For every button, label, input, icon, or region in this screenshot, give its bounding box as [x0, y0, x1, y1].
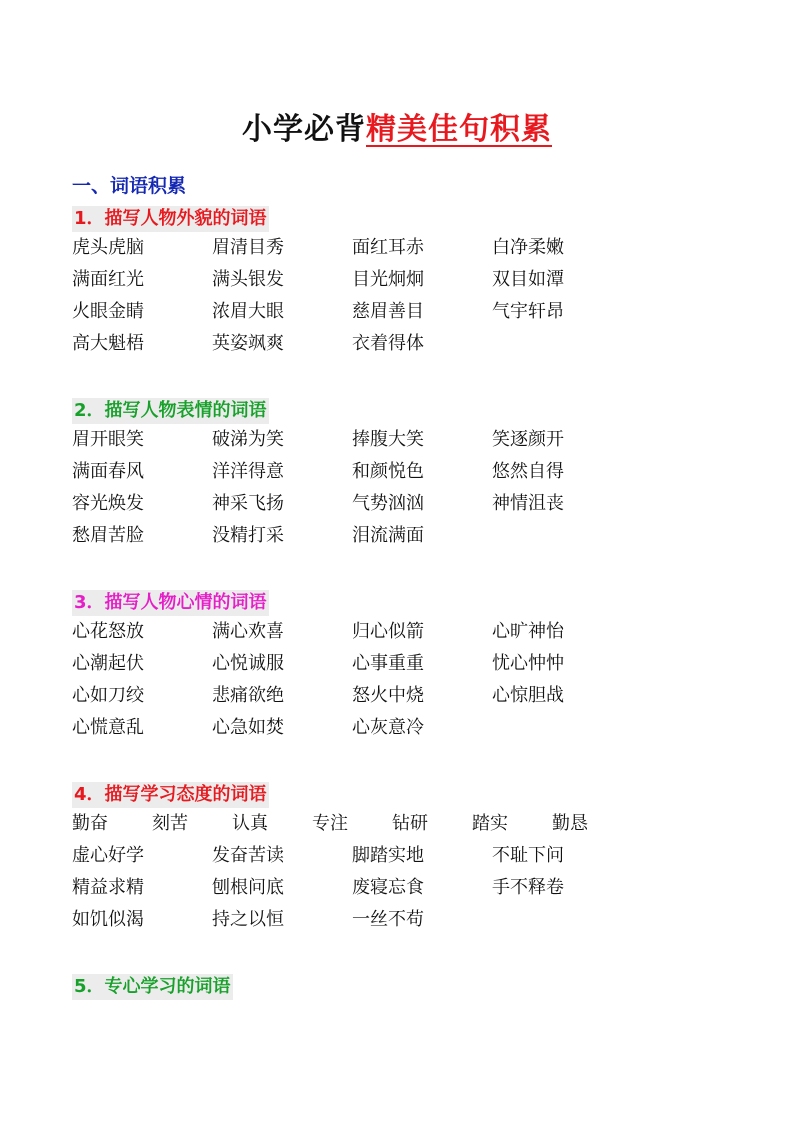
word: 面红耳赤: [352, 237, 424, 258]
word: 精益求精: [72, 877, 144, 898]
word: 一丝不苟: [352, 909, 424, 930]
word: 和颜悦色: [352, 461, 424, 482]
word: 白净柔嫩: [492, 237, 564, 258]
word: 忧心忡忡: [492, 653, 564, 674]
word: 归心似箭: [352, 621, 424, 642]
word: 持之以恒: [212, 909, 284, 930]
section-appearance: [72, 206, 772, 360]
word-row: [72, 712, 772, 744]
word: 废寝忘食: [352, 877, 424, 898]
word: 火眼金睛: [72, 301, 144, 322]
section-mood: [72, 590, 772, 744]
word: 心花怒放: [72, 621, 144, 642]
section-study-attitude: [72, 782, 772, 936]
word: 心灰意冷: [352, 717, 424, 738]
word: 没精打采: [212, 525, 284, 546]
word: 悲痛欲绝: [212, 685, 284, 706]
section-heading: 4．描写学习态度的词语: [72, 782, 269, 808]
section-heading: 3．描写人物心情的词语: [72, 590, 269, 616]
word: 踏实: [472, 813, 508, 834]
word: 发奋苦读: [212, 845, 284, 866]
part-heading: 一、词语积累: [72, 175, 187, 197]
word: 心慌意乱: [72, 717, 144, 738]
section-heading: 1．描写人物外貌的词语: [72, 206, 269, 232]
word: 心急如焚: [212, 717, 284, 738]
word: 泪流满面: [352, 525, 424, 546]
word: 如饥似渴: [72, 909, 144, 930]
word: 手不释卷: [492, 877, 564, 898]
word: 气势汹汹: [352, 493, 424, 514]
title-prefix: 小学必背: [242, 112, 366, 147]
word: 破涕为笑: [212, 429, 284, 450]
section-heading: 2．描写人物表情的词语: [72, 398, 269, 424]
word-row-short: [72, 808, 772, 840]
word-row: [72, 264, 772, 296]
word: 心旷神怡: [492, 621, 564, 642]
section-expression: [72, 398, 772, 552]
word: 满心欢喜: [212, 621, 284, 642]
word-row: [72, 488, 772, 520]
word: 心如刀绞: [72, 685, 144, 706]
word: 虎头虎脑: [72, 237, 144, 258]
word: 慈眉善目: [352, 301, 424, 322]
word-row: [72, 424, 772, 456]
word: 刻苦: [152, 813, 188, 834]
word: 虚心好学: [72, 845, 144, 866]
word: 心惊胆战: [492, 685, 564, 706]
word: 气宇轩昂: [492, 301, 564, 322]
word: 神采飞扬: [212, 493, 284, 514]
word-row: [72, 872, 772, 904]
word: 神情沮丧: [492, 493, 564, 514]
word: 愁眉苦脸: [72, 525, 144, 546]
word: 钻研: [392, 813, 428, 834]
word: 眉开眼笑: [72, 429, 144, 450]
word: 心悦诚服: [212, 653, 284, 674]
word-row: [72, 680, 772, 712]
word: 目光炯炯: [352, 269, 424, 290]
word: 认真: [232, 813, 268, 834]
word: 洋洋得意: [212, 461, 284, 482]
word: 满头银发: [212, 269, 284, 290]
word: 悠然自得: [492, 461, 564, 482]
word-row: [72, 840, 772, 872]
word-row: [72, 520, 772, 552]
page-title: [0, 108, 794, 152]
word: 刨根问底: [212, 877, 284, 898]
word-row: [72, 296, 772, 328]
word-row: [72, 456, 772, 488]
word: 捧腹大笑: [352, 429, 424, 450]
word: 英姿飒爽: [212, 333, 284, 354]
word: 不耻下问: [492, 845, 564, 866]
word: 双目如潭: [492, 269, 564, 290]
word: 心事重重: [352, 653, 424, 674]
word: 浓眉大眼: [212, 301, 284, 322]
word: 脚踏实地: [352, 845, 424, 866]
word: 满面红光: [72, 269, 144, 290]
word: 勤恳: [552, 813, 588, 834]
word-row: [72, 648, 772, 680]
word: 笑逐颜开: [492, 429, 564, 450]
word-row: [72, 904, 772, 936]
section-focused-study: [72, 974, 772, 1000]
word: 满面春风: [72, 461, 144, 482]
word: 眉清目秀: [212, 237, 284, 258]
word: 专注: [312, 813, 348, 834]
word: 高大魁梧: [72, 333, 144, 354]
word: 容光焕发: [72, 493, 144, 514]
word: 勤奋: [72, 813, 108, 834]
word: 衣着得体: [352, 333, 424, 354]
word-row: [72, 232, 772, 264]
word-row: [72, 328, 772, 360]
word-row: [72, 616, 772, 648]
section-heading: 5．专心学习的词语: [72, 974, 233, 1000]
word: 心潮起伏: [72, 653, 144, 674]
title-highlight: 精美佳句积累: [366, 112, 552, 147]
word: 怒火中烧: [352, 685, 424, 706]
